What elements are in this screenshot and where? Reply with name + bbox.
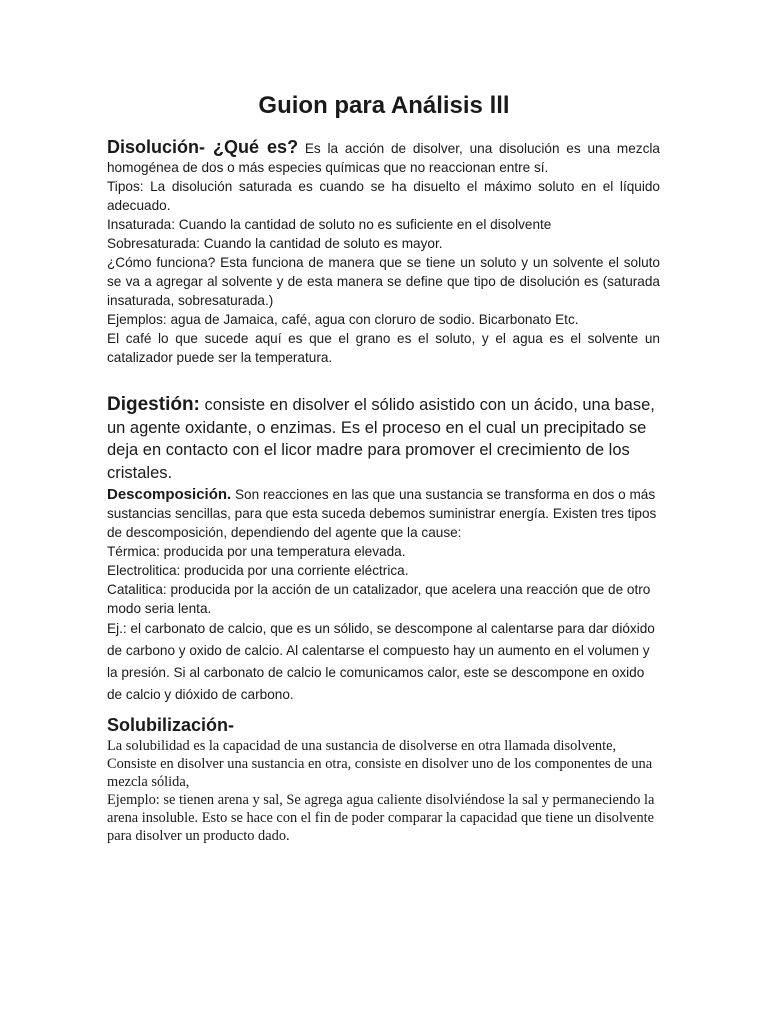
paragraph: ¿Cómo funciona? Esta funciona de manera que se tiene un soluto y un solvente el soluto se va a agregar al solvente y de esta manera se define que tipo de disolución es (saturada insaturada, sobresaturada.): [107, 255, 660, 308]
paragraph: La solubilidad es la capacidad de una sustancia de disolverse en otra llamada disolvente,: [107, 738, 617, 754]
section-heading: Digestión:: [107, 394, 200, 415]
section-digestion: [107, 394, 660, 484]
paragraph: Tipos: La disolución saturada es cuando se ha disuelto el máximo soluto en el líquido adecuado.: [107, 179, 660, 213]
paragraph-text: Es la acción de disolver, una disolución es una mezcla homogénea de dos o más especies químicas que no reaccionan entre sí.: [107, 141, 660, 175]
section-heading: Descomposición.: [107, 486, 232, 503]
paragraph: [107, 485, 660, 542]
paragraph: Catalitica: producida por la acción de un catalizador, que acelera una reacción que de otro modo seria lenta.: [107, 582, 651, 616]
section-solubilizacion: [107, 713, 660, 845]
paragraph: [107, 138, 660, 177]
page-title: Guion para Análisis lll: [258, 92, 510, 119]
paragraph: Insaturada: Cuando la cantidad de soluto no es suficiente en el disolvente: [107, 217, 552, 232]
paragraph: Electrolitica: producida por una corriente eléctrica.: [107, 563, 409, 578]
section-descomposicion: [107, 485, 660, 706]
paragraph: Ejemplo: se tienen arena y sal, Se agrega agua caliente disolviéndose la sal y permaneciendo la arena insoluble. Esto se hace con el fin de poder comparar la capacidad que tiene un disolvente para disolver un producto dado.: [107, 792, 655, 844]
section-disolucion: [107, 138, 660, 367]
section-heading: Disolución- ¿Qué es?: [107, 137, 299, 157]
paragraph: Consiste en disolver una sustancia en otra, consiste en disolver uno de los componentes de una mezcla sólida,: [107, 756, 653, 790]
paragraph-text: Son reacciones en las que una sustancia se transforma en dos o más sustancias sencillas, para que esta suceda debemos suministrar energía. Existen tres tipos de descomposición, dependiendo del agente que la cause:: [107, 487, 657, 540]
paragraph: El café lo que sucede aquí es que el grano es el soluto, y el agua es el solvente un catalizador puede ser la temperatura.: [107, 331, 660, 365]
section-heading: Solubilización-: [107, 715, 235, 735]
paragraph: Sobresaturada: Cuando la cantidad de soluto es mayor.: [107, 236, 443, 251]
paragraph: [107, 394, 660, 484]
paragraph: Ej.: el carbonato de calcio, que es un sólido, se descompone al calentarse para dar dióxido de carbono y oxido de calcio. Al calentarse el compuesto hay un aumento en el volumen y la presión. Si al carbonato de calcio le comunicamos calor, este se descompone en oxido de calcio y dióxido de carbono.: [107, 621, 655, 702]
paragraph: Ejemplos: agua de Jamaica, café, agua con cloruro de sodio. Bicarbonato Etc.: [107, 312, 579, 327]
paragraph: Térmica: producida por una temperatura elevada.: [107, 544, 406, 559]
paragraph-text: consiste en disolver el sólido asistido con un ácido, una base, un agente oxidante, o enzimas. Es el proceso en el cual un precipitado se deja en contacto con el licor madre para promover el crecimiento de los cristales.: [107, 396, 655, 482]
